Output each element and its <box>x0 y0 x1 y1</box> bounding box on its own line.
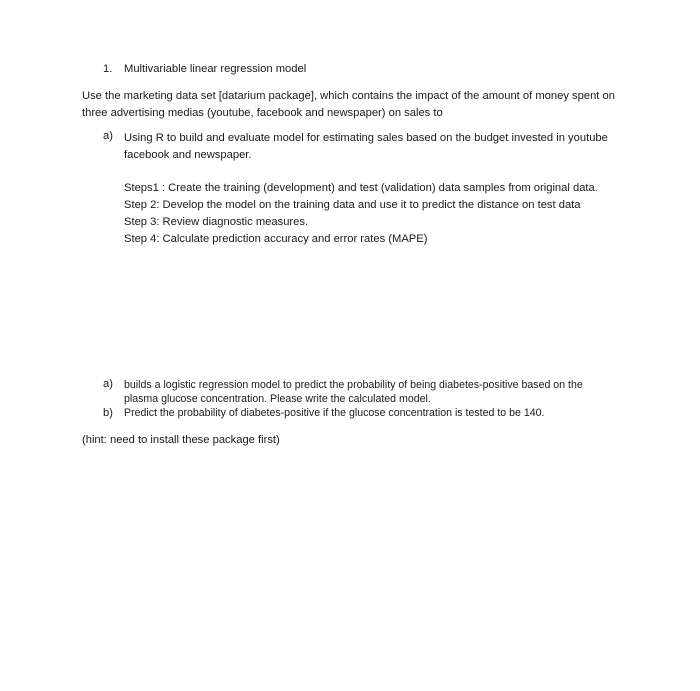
list-item-text: Using R to build and evaluate model for estimating sales based on the budget invested in youtube facebook and newspaper. <box>124 132 608 161</box>
step-1: Steps1 : Create the training (development) and test (validation) data samples from original data. <box>124 182 598 194</box>
step-3: Step 3: Review diagnostic measures. <box>124 216 309 228</box>
list-marker: b) <box>103 407 113 419</box>
step-4: Step 4: Calculate prediction accuracy and error rates (MAPE) <box>124 233 428 245</box>
step-2: Step 2: Develop the model on the training data and use it to predict the distance on test data <box>124 199 581 211</box>
list-item-text: builds a logistic regression model to predict the probability of being diabetes-positive based on the plasma glucose concentration. Please write the calculated model. <box>124 379 583 405</box>
list-marker: a) <box>103 130 113 142</box>
hint-note: (hint: need to install these package first) <box>82 434 280 446</box>
steps-list <box>124 180 624 248</box>
list-item-text: Predict the probability of diabetes-positive if the glucose concentration is tested to be 140. <box>124 407 545 419</box>
section-title: Multivariable linear regression model <box>124 63 307 75</box>
section-number: 1. <box>103 63 113 75</box>
list-marker: a) <box>103 378 113 390</box>
intro-paragraph: Use the marketing data set [datarium package], which contains the impact of the amount of money spent on three advertising medias (youtube, facebook and newspaper) on sales to <box>82 90 615 119</box>
